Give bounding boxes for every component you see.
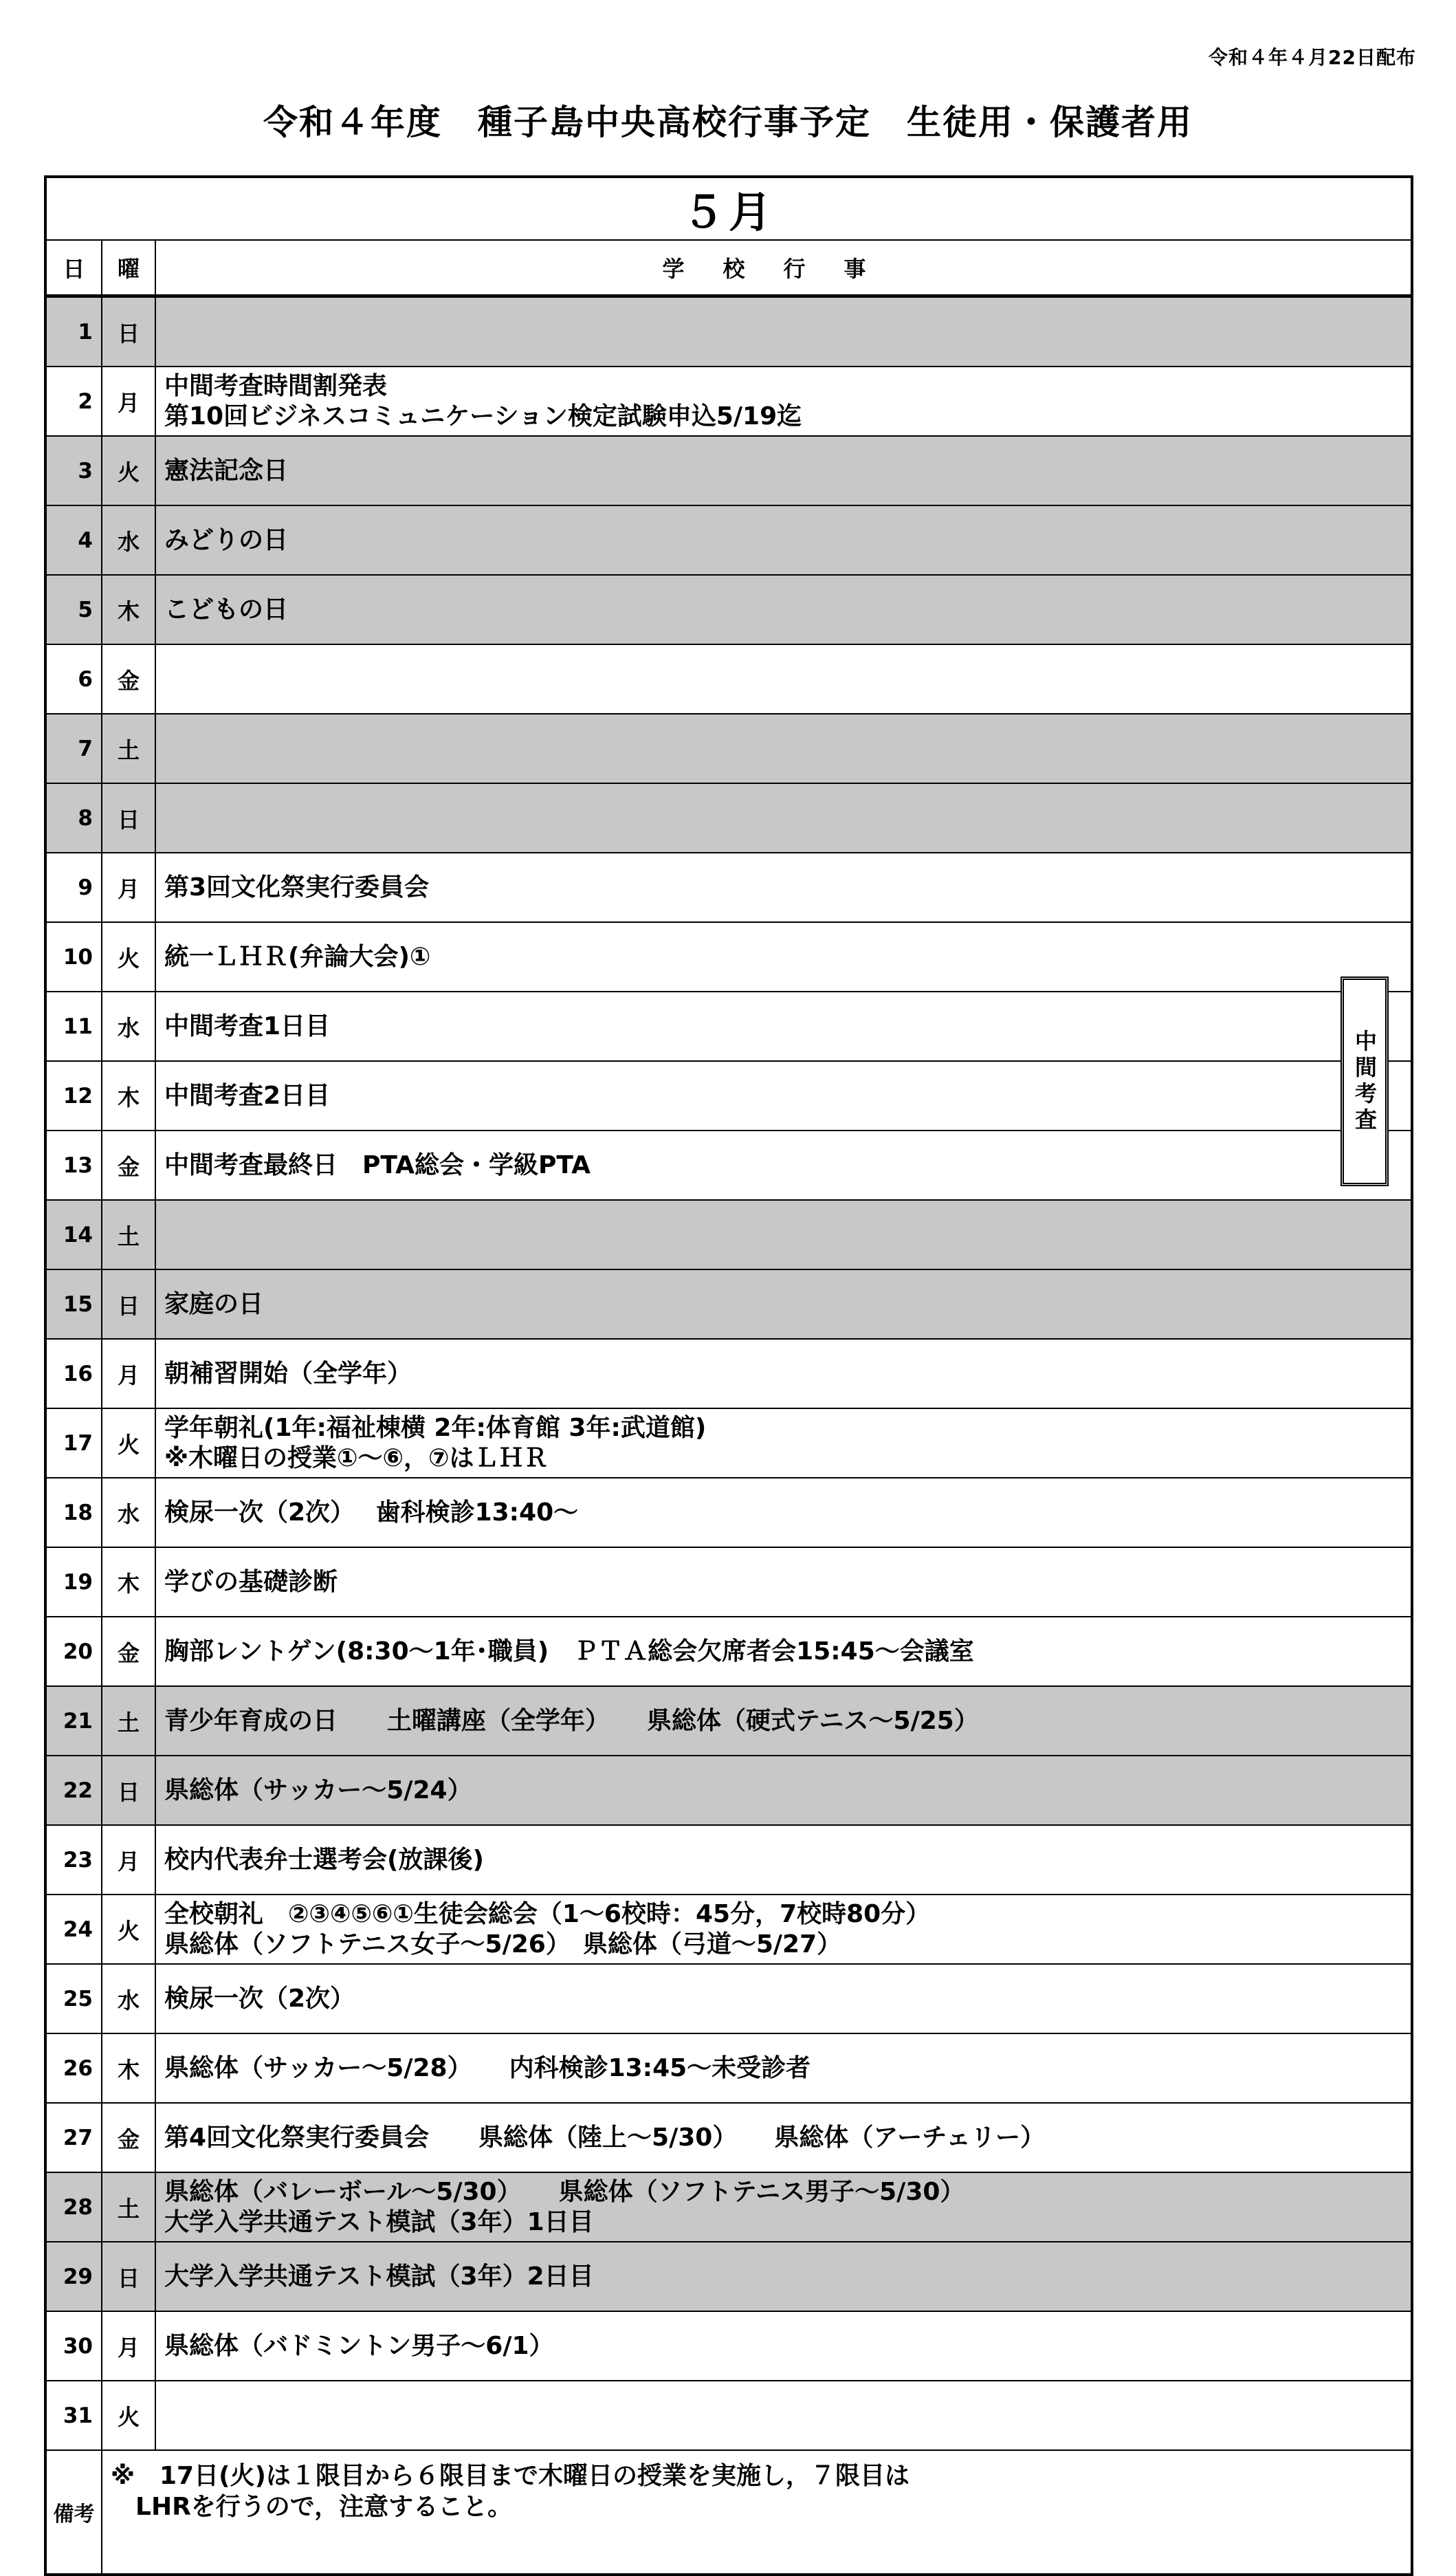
- event-text: 県総体（バレーボール～5/30） 県総体（ソフトテニス男子～5/30）: [164, 2177, 965, 2206]
- day-of-week: 金: [102, 1617, 155, 1686]
- column-header-row: [45, 240, 1412, 296]
- schedule-row: [45, 296, 1412, 367]
- event-text: 第4回文化祭実行委員会 県総体（陸上～5/30） 県総体（アーチェリー）: [164, 2123, 1046, 2152]
- day-of-week: 木: [102, 2033, 155, 2103]
- schedule-row: [45, 575, 1412, 644]
- schedule-row: [45, 714, 1412, 783]
- day-of-week: 土: [102, 714, 155, 783]
- day-number: 19: [45, 1547, 102, 1617]
- event-text: 中間考査2日目: [164, 1081, 331, 1110]
- day-of-week: 月: [102, 853, 155, 922]
- schedule-row: [45, 1547, 1412, 1617]
- event-cell: [155, 1131, 1412, 1200]
- day-number: 9: [45, 853, 102, 922]
- event-cell: [155, 296, 1412, 367]
- event-cell: [155, 922, 1412, 992]
- col-header-dow: 曜: [102, 240, 155, 296]
- event-text: みどりの日: [164, 525, 289, 554]
- schedule-row: [45, 922, 1412, 992]
- day-number: 29: [45, 2242, 102, 2311]
- day-number: 1: [45, 296, 102, 367]
- day-number: 15: [45, 1269, 102, 1339]
- day-of-week: 日: [102, 1269, 155, 1339]
- event-cell: [155, 1478, 1412, 1547]
- schedule-table: [44, 175, 1413, 2576]
- schedule-row: [45, 783, 1412, 853]
- day-of-week: 月: [102, 1339, 155, 1408]
- event-cell: [155, 2172, 1412, 2242]
- schedule-row: [45, 2311, 1412, 2381]
- day-of-week: 日: [102, 783, 155, 853]
- event-cell: [155, 1269, 1412, 1339]
- event-cell: [155, 2103, 1412, 2172]
- event-text: 検尿一次（2次） 歯科検診13:40～: [164, 1498, 579, 1527]
- event-text: 校内代表弁士選考会(放課後): [164, 1845, 484, 1874]
- page-title: 令和４年度 種子島中央高校行事予定 生徒用・保護者用: [263, 102, 1193, 142]
- schedule-row: [45, 1478, 1412, 1547]
- day-number: 21: [45, 1686, 102, 1756]
- event-text: 学びの基礎診断: [164, 1567, 338, 1596]
- day-of-week: 木: [102, 1061, 155, 1131]
- day-of-week: 水: [102, 992, 155, 1061]
- schedule-row: [45, 1408, 1412, 1478]
- remarks-row: [45, 2450, 1412, 2575]
- day-of-week: 日: [102, 296, 155, 367]
- schedule-row: [45, 367, 1412, 436]
- day-of-week: 火: [102, 1408, 155, 1478]
- schedule-row: [45, 1200, 1412, 1269]
- day-of-week: 木: [102, 1547, 155, 1617]
- schedule-row: [45, 1756, 1412, 1825]
- event-cell: [155, 2311, 1412, 2381]
- month-heading: ５月: [45, 177, 1412, 240]
- day-of-week: 月: [102, 2311, 155, 2381]
- day-number: 6: [45, 644, 102, 714]
- day-number: 31: [45, 2381, 102, 2450]
- event-text: 県総体（バドミントン男子～6/1）: [164, 2331, 554, 2360]
- day-of-week: 日: [102, 2242, 155, 2311]
- day-of-week: 水: [102, 1478, 155, 1547]
- day-of-week: 金: [102, 2103, 155, 2172]
- event-cell: [155, 1339, 1412, 1408]
- day-number: 14: [45, 1200, 102, 1269]
- event-text: 憲法記念日: [164, 456, 289, 485]
- schedule-row: [45, 1269, 1412, 1339]
- event-text: 中間考査最終日 PTA総会・学級PTA: [164, 1150, 591, 1179]
- schedule-row: [45, 436, 1412, 505]
- schedule-row: [45, 1131, 1412, 1200]
- event-cell: [155, 2033, 1412, 2103]
- event-text: 県総体（ソフトテニス女子～5/26） 県総体（弓道～5/27）: [164, 1930, 842, 1958]
- event-cell: [155, 853, 1412, 922]
- event-cell: [155, 505, 1412, 575]
- day-number: 18: [45, 1478, 102, 1547]
- day-number: 12: [45, 1061, 102, 1131]
- schedule-row: [45, 992, 1412, 1061]
- event-cell: [155, 1617, 1412, 1686]
- day-number: 7: [45, 714, 102, 783]
- day-number: 16: [45, 1339, 102, 1408]
- event-text: 県総体（サッカー～5/28） 内科検診13:45～未受診者: [164, 2053, 811, 2082]
- event-cell: [155, 367, 1412, 436]
- day-number: 5: [45, 575, 102, 644]
- day-number: 22: [45, 1756, 102, 1825]
- schedule-row: [45, 2172, 1412, 2242]
- event-cell: [155, 2242, 1412, 2311]
- schedule-row: [45, 644, 1412, 714]
- schedule-row: [45, 2103, 1412, 2172]
- day-number: 25: [45, 1964, 102, 2033]
- schedule-row: [45, 853, 1412, 922]
- event-cell: [155, 992, 1412, 1061]
- day-of-week: 金: [102, 644, 155, 714]
- day-of-week: 火: [102, 2381, 155, 2450]
- event-text: 第10回ビジネスコミュニケーション検定試験申込5/19迄: [164, 402, 802, 430]
- event-cell: [155, 1200, 1412, 1269]
- day-of-week: 土: [102, 2172, 155, 2242]
- schedule-row: [45, 505, 1412, 575]
- event-text: 第3回文化祭実行委員会: [164, 873, 430, 902]
- day-of-week: 金: [102, 1131, 155, 1200]
- event-cell: [155, 1964, 1412, 2033]
- col-header-day: 日: [45, 240, 102, 296]
- event-text: 朝補習開始（全学年）: [164, 1359, 412, 1388]
- day-number: 13: [45, 1131, 102, 1200]
- day-number: 3: [45, 436, 102, 505]
- day-number: 11: [45, 992, 102, 1061]
- day-of-week: 水: [102, 1964, 155, 2033]
- schedule-row: [45, 1895, 1412, 1964]
- schedule-row: [45, 1617, 1412, 1686]
- event-text: 大学入学共通テスト模試（3年）2日目: [164, 2262, 594, 2291]
- schedule-row: [45, 1964, 1412, 2033]
- event-text: 統一ＬＨＲ(弁論大会)①: [164, 942, 431, 971]
- day-of-week: 火: [102, 922, 155, 992]
- event-cell: [155, 644, 1412, 714]
- day-of-week: 木: [102, 575, 155, 644]
- day-number: 10: [45, 922, 102, 992]
- event-cell: [155, 714, 1412, 783]
- event-cell: [155, 1547, 1412, 1617]
- day-of-week: 水: [102, 505, 155, 575]
- remarks-line: ※ 17日(火)は１限目から６限目まで木曜日の授業を実施し，７限目は: [111, 2462, 910, 2490]
- day-of-week: 土: [102, 1686, 155, 1756]
- day-number: 20: [45, 1617, 102, 1686]
- event-cell: [155, 1895, 1412, 1964]
- col-header-events: 学校行事: [155, 240, 1412, 296]
- event-text: 県総体（サッカー～5/24）: [164, 1776, 472, 1804]
- event-text: こどもの日: [164, 595, 289, 624]
- event-cell: [155, 1686, 1412, 1756]
- day-of-week: 火: [102, 1895, 155, 1964]
- schedule-row: [45, 1825, 1412, 1895]
- day-number: 30: [45, 2311, 102, 2381]
- event-text: 中間考査時間割発表: [164, 371, 388, 400]
- day-of-week: 土: [102, 1200, 155, 1269]
- remarks-text: [102, 2450, 1412, 2575]
- remarks-label: 備考: [45, 2450, 102, 2575]
- event-cell: [155, 1408, 1412, 1478]
- schedule-row: [45, 1061, 1412, 1131]
- event-text: 青少年育成の日 土曜講座（全学年） 県総体（硬式テニス～5/25）: [164, 1706, 979, 1735]
- schedule-row: [45, 2381, 1412, 2450]
- event-cell: [155, 1061, 1412, 1131]
- day-of-week: 火: [102, 436, 155, 505]
- event-cell: [155, 1756, 1412, 1825]
- event-text: 胸部レントゲン(8:30～1年･職員) ＰＴＡ総会欠席者会15:45～会議室: [164, 1637, 974, 1666]
- day-number: 8: [45, 783, 102, 853]
- schedule-row: [45, 1686, 1412, 1756]
- event-cell: [155, 575, 1412, 644]
- day-of-week: 月: [102, 1825, 155, 1895]
- event-cell: [155, 1825, 1412, 1895]
- event-text: 検尿一次（2次）: [164, 1984, 355, 2013]
- event-text: 家庭の日: [164, 1289, 264, 1318]
- day-number: 17: [45, 1408, 102, 1478]
- day-number: 4: [45, 505, 102, 575]
- schedule-row: [45, 1339, 1412, 1408]
- day-number: 2: [45, 367, 102, 436]
- day-number: 26: [45, 2033, 102, 2103]
- remarks-line: LHRを行うので，注意すること。: [111, 2493, 513, 2521]
- day-of-week: 日: [102, 1756, 155, 1825]
- event-cell: [155, 783, 1412, 853]
- event-cell: [155, 436, 1412, 505]
- distribution-date: 令和４年４月22日配布: [1209, 46, 1416, 69]
- event-cell: [155, 2381, 1412, 2450]
- schedule-row: [45, 2242, 1412, 2311]
- event-text: 中間考査1日目: [164, 1012, 331, 1040]
- schedule-row: [45, 2033, 1412, 2103]
- day-of-week: 月: [102, 367, 155, 436]
- day-number: 27: [45, 2103, 102, 2172]
- event-text: ※木曜日の授業①～⑥，⑦はＬＨＲ: [164, 1443, 549, 1472]
- day-number: 24: [45, 1895, 102, 1964]
- event-text: 学年朝礼(1年:福祉棟横 2年:体育館 3年:武道館): [164, 1413, 707, 1442]
- day-number: 23: [45, 1825, 102, 1895]
- exam-period-box: [1341, 976, 1389, 1186]
- exam-period-label: 中間考査: [1352, 1029, 1378, 1134]
- event-text: 全校朝礼 ②③④⑤⑥①生徒会総会（1～6校時：45分，7校時80分）: [164, 1899, 931, 1928]
- event-text: 大学入学共通テスト模試（3年）1日目: [164, 2207, 594, 2236]
- day-number: 28: [45, 2172, 102, 2242]
